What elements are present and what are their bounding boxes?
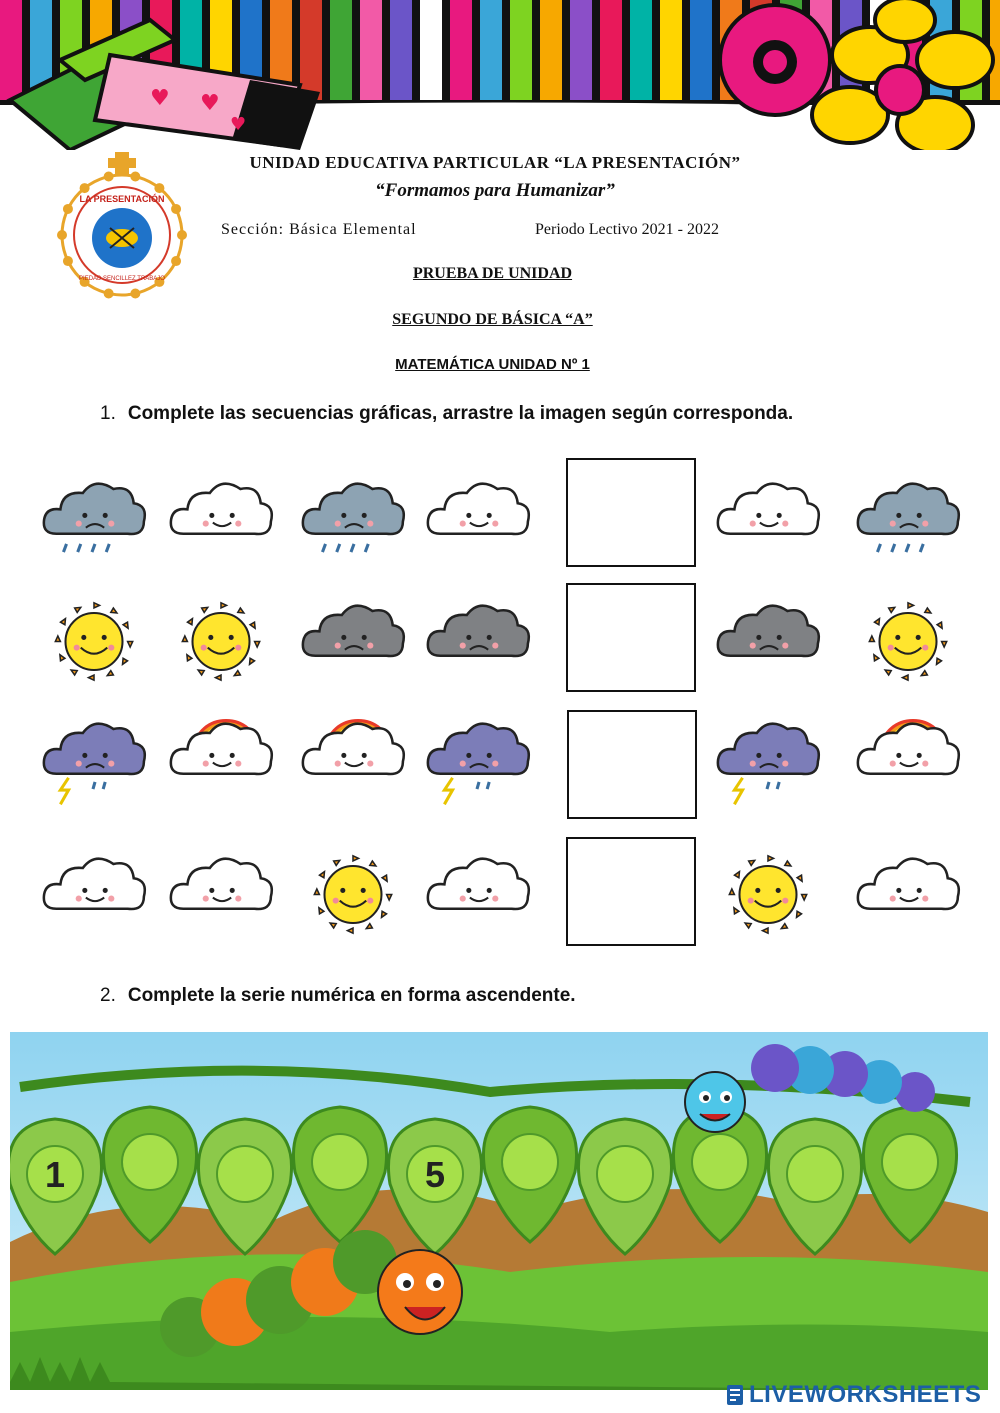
subject-title: MATEMÁTICA UNIDAD Nº 1 [395, 356, 590, 373]
white-cloud-icon [38, 845, 150, 943]
storm-cloud-icon [422, 710, 534, 808]
test-title: PRUEBA DE UNIDAD [412, 265, 573, 282]
sun-icon [297, 845, 409, 943]
logo-values: PIEDAD SENCILLEZ TRABAJO [79, 276, 165, 282]
rainbow-cloud-icon [297, 710, 409, 808]
number-circle[interactable] [692, 1134, 748, 1190]
watermark-text: LIVEWORKSHEETS [749, 1381, 982, 1408]
question-2-number: 2. [100, 985, 116, 1006]
sun-icon [38, 592, 150, 690]
svg-text:♥: ♥ [200, 91, 220, 116]
question-1 [100, 403, 793, 425]
school-motto: “Formamos para Humanizar” [375, 180, 615, 201]
gray-cloud-icon[interactable] [712, 592, 824, 690]
liveworksheets-logo-icon [725, 1383, 745, 1407]
storm-cloud-icon[interactable] [712, 710, 824, 808]
decorative-banner [0, 0, 1000, 150]
rain-cloud-icon [38, 470, 150, 568]
number-circle[interactable] [882, 1134, 938, 1190]
school-name: UNIDAD EDUCATIVA PARTICULAR “LA PRESENTACIÓN” [249, 153, 741, 172]
number-circle[interactable] [787, 1146, 843, 1202]
rain-cloud-icon[interactable] [852, 470, 964, 568]
question-1-text: Complete las secuencias gráficas, arrastre la imagen según corresponda. [127, 403, 794, 424]
gray-cloud-icon [297, 592, 409, 690]
white-cloud-icon[interactable] [852, 845, 964, 943]
watermark [725, 1380, 995, 1410]
grade-title: SEGUNDO DE BÁSICA “A” [392, 311, 593, 328]
caterpillar-scene [10, 1032, 988, 1390]
svg-text:♥: ♥ [150, 86, 170, 111]
storm-cloud-icon [38, 710, 150, 808]
answer-drop-box[interactable] [566, 583, 696, 692]
rain-cloud-icon [297, 470, 409, 568]
gray-cloud-icon [422, 592, 534, 690]
white-cloud-icon [165, 470, 277, 568]
number-circle[interactable] [597, 1146, 653, 1202]
white-cloud-icon [165, 845, 277, 943]
rainbow-cloud-icon [165, 710, 277, 808]
period-label: Periodo Lectivo 2021 - 2022 [535, 221, 719, 238]
answer-drop-box[interactable] [567, 710, 697, 819]
leaf-number: 1 [44, 1154, 66, 1195]
sun-icon [165, 592, 277, 690]
sun-icon[interactable] [852, 592, 964, 690]
white-cloud-icon [422, 470, 534, 568]
section-label: Sección: Básica Elemental [221, 221, 417, 238]
answer-drop-box[interactable] [566, 837, 696, 946]
number-circle[interactable] [312, 1134, 368, 1190]
question-2 [100, 985, 576, 1007]
white-cloud-icon[interactable] [712, 470, 824, 568]
white-cloud-icon [422, 845, 534, 943]
svg-text:♥: ♥ [230, 114, 247, 135]
leaf-number: 5 [424, 1154, 446, 1195]
number-circle[interactable] [502, 1134, 558, 1190]
sun-icon[interactable] [712, 845, 824, 943]
number-circle[interactable] [122, 1134, 178, 1190]
number-circle[interactable] [217, 1146, 273, 1202]
logo-name: LA PRESENTACIÓN [79, 194, 165, 204]
rainbow-cloud-icon[interactable] [852, 710, 964, 808]
answer-drop-box[interactable] [566, 458, 696, 567]
question-2-text: Complete la serie numérica en forma ascendente. [127, 985, 576, 1006]
question-1-number: 1. [100, 403, 116, 424]
